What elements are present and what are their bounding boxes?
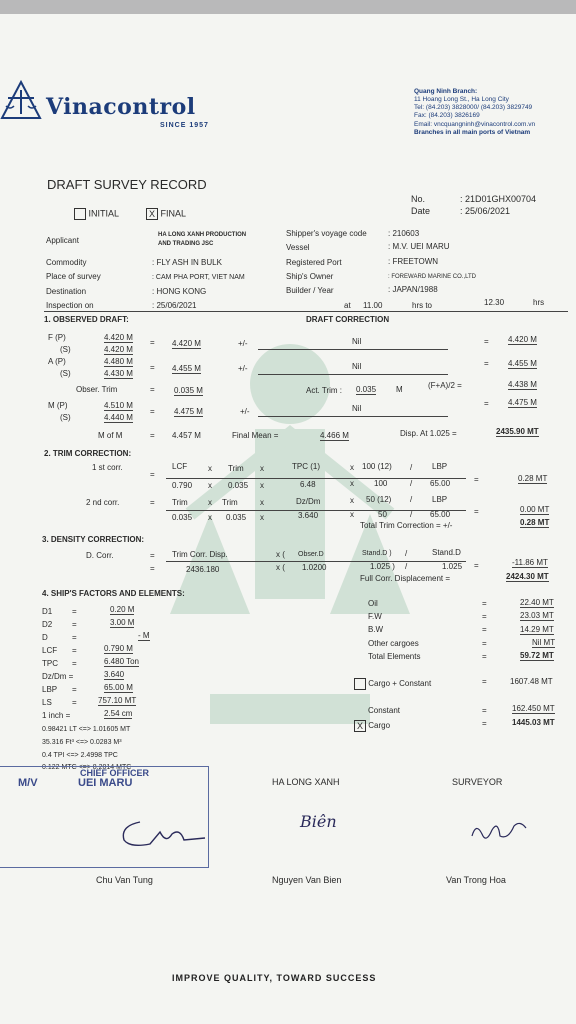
lbp-header: LBP xyxy=(432,462,448,471)
m-of-m-label: M of M xyxy=(98,431,123,440)
obs-trim-label: Obser. Trim xyxy=(76,385,118,394)
fw-value: 23.03 MT xyxy=(520,611,554,620)
total-elements-value: 59.72 MT xyxy=(520,651,554,660)
ls-value: 757.10 MT xyxy=(98,696,137,705)
m-nil: Nil xyxy=(352,404,362,413)
fs-label: (S) xyxy=(60,345,71,354)
total-trim-label: Total Trim Correction = +/- xyxy=(360,521,453,530)
oil-value: 22.40 MT xyxy=(520,598,554,607)
fa2-label: (F+A)/2 = xyxy=(428,381,462,390)
company-logo-text: Vinacontrol xyxy=(46,94,196,120)
vinacontrol-scale-icon xyxy=(0,80,42,120)
cargo-constant-value: 1607.48 MT xyxy=(510,677,553,686)
document-page: Vinacontrol SINCE 1957 Quang Ninh Branch: 11 Hoang Long St., Ha Long City Tel: (84.203) 3828000/ (84.203) 3829749 Fax: (84.203) 3826169 Email: vncquangninh@vinacontrol.com.vn Branches in all main ports of Vietnam DRAFT SURVEY RECORD No. : 21D01GHX00704 Date : 25/06/2021 INITIAL X FINAL Applicant HA LONG XANH PRODUCTION AND TRADING JSC Commodity : FLY ASH IN BULK Place of survey : CAM PHA PORT, VIET NAM Destination : HONG KONG Inspection on : 25/06/2021 Shipper's voyage code : 210603 Vessel : M.V. UEI MARU Registered Port : FREETOWN Ship's Owner : FOREWARD MARINE CO.,LTD Builder / Year : JAPAN/1988 at 11.00 hrs to 12.30 hrs 1. OBSERVED DRAFT: DRAFT CORRECTION F (P) (S) A (P) (S) 4.420 M 4.420 M 4.480 M 4.430 M = 4.420 M +/- Nil = 4.420 M = 4.455 M +/- Nil = 4.455 M Obser. Trim = 0.035 M Act. Trim : 0.035 M (F+A)/2 = 4.438 M M (P) (S) 4.510 M 4.440 M = 4.475 M +/- Nil = 4.475 M M of M = 4.457 M Final Mean = 4.466 M Disp. At 1.025 = 2435.90 MT 2. TRIM CORRECTION: 1 st corr. = LCF x Trim x TPC (1) x 100 (12) / LBP 0.790 x 0.035 x 6.48 x 100 / 65.00 = 0.28 MT 2 nd corr. = Trim x Trim x Dz/Dm x 50 (12) / LBP 0.035 x 0.035 x 3.640 x 50 / 65.00 = 0.00 MT Total Trim Correction = +/- 0.28 MT 3. DENSITY CORRECTION: D. Corr. = Trim Corr. Disp. x ( Obser.D Stand.D ) / Stand.D = 2436.180 x ( 1.0200 1.025 ) / 1.025 = -11.86 MT Full Corr. Displacement = 2424.30 MT 4. SHIP'S FACTORS AND ELEMENTS: D1 = 0.20 M D2 = 3.00 M D = - M LCF = 0.790 M TPC = 6.480 Ton Dz/Dm = 3.640 LBP = 65.00 M LS = 757.10 MT 1 inch = 2.54 cm 0.98421 LT <=> 1.01605 MT 35.316 Ft³ <=> 0.0283 M³ 0.4 TPI <=> 2.4998 TPC 0.122 MTC <=> 8.2014 MTC Oil F.W B.W Other cargoes Total Elements = = = = = 22.40 MT 23.03 MT 14.29 MT Nil MT 59.72 MT Cargo + Constant = 1607.48 MT Constant = 162.450 MT X Cargo = 1445.03 MT M/V UEI MARU CHIEF OFFICER HA LONG XANH SURVEYOR Biên Chu Van Tung Nguyen Van Bien Van Trong Hoa IMPROVE QUALITY, TOWARD SUCCESS xyxy=(0,14,576,1024)
cargo-constant-label: Cargo + Constant xyxy=(368,679,432,689)
lcf-value: 0.790 xyxy=(172,481,193,490)
builder-label: Builder / Year xyxy=(286,286,334,295)
obser-value: 1.0200 xyxy=(302,563,327,572)
trim1-value: 0.035 xyxy=(228,481,249,490)
branch-tel: Tel: (84.203) 3828000/ (84.203) 3829749 xyxy=(414,104,533,111)
bw-label: B.W xyxy=(368,625,384,634)
inspection-value: : 25/06/2021 xyxy=(152,301,197,310)
a-nil: Nil xyxy=(352,362,362,371)
place-label: Place of survey xyxy=(46,272,101,281)
inch-label: 1 inch = xyxy=(42,711,71,720)
owner-label: Ship's Owner xyxy=(286,272,334,281)
frac1-header: 100 (12) xyxy=(362,462,392,471)
applicant-value-1: HA LONG XANH PRODUCTION xyxy=(158,232,247,238)
oil-label: Oil xyxy=(368,599,378,608)
name-nguyen-van-bien: Nguyen Van Bien xyxy=(272,875,342,885)
lbp-factor-value: 65.00 M xyxy=(104,683,133,692)
ls-label: LS xyxy=(42,698,52,707)
final-checkbox[interactable] xyxy=(146,208,186,220)
act-trim-value: 0.035 xyxy=(356,385,377,394)
density-heading: 3. DENSITY CORRECTION: xyxy=(42,535,145,544)
bw-value: 14.29 MT xyxy=(520,625,554,634)
place-value: : CAM PHA PORT, VIET NAM xyxy=(152,274,245,281)
initial-label: INITIAL xyxy=(88,208,120,219)
d-value: - M xyxy=(138,631,150,640)
hrs-to-label: hrs to xyxy=(412,301,433,310)
d1-value: 0.20 M xyxy=(110,605,135,614)
constant-label: Constant xyxy=(368,706,401,715)
f-corrected: 4.420 M xyxy=(508,335,537,344)
final-mean-value: 4.466 M xyxy=(320,431,349,440)
hrs-label: hrs xyxy=(533,298,545,307)
dcorr-label: D. Corr. xyxy=(86,551,114,560)
bien-signature: Biên xyxy=(300,812,337,831)
ft-conversion: 35.316 Ft³ <=> 0.0283 M³ xyxy=(42,739,122,746)
page-title: DRAFT SURVEY RECORD xyxy=(47,177,207,192)
lcf-label: LCF xyxy=(42,646,58,655)
branch-address: 11 Hoang Long St., Ha Long City xyxy=(414,96,509,103)
ap-value: 4.480 M xyxy=(104,357,133,366)
voyage-label: Shipper's voyage code xyxy=(286,229,367,238)
tcd-value: 2436.180 xyxy=(186,565,220,574)
first-corr-result: 0.28 MT xyxy=(518,474,548,483)
draft-correction-heading: DRAFT CORRECTION xyxy=(306,315,390,324)
tpi-conversion: 0.4 TPI <=> 2.4998 TPC xyxy=(42,752,118,759)
date-label: Date xyxy=(411,206,431,216)
obs-trim-value: 0.035 M xyxy=(174,386,203,395)
fifty-value: 50 xyxy=(378,510,387,519)
dzdm-header: Dz/Dm xyxy=(296,497,321,506)
fp-label: F (P) xyxy=(48,333,66,342)
m-corrected: 4.475 M xyxy=(508,398,537,407)
cargo-value: 1445.03 MT xyxy=(512,718,555,727)
m-mean-value: 4.475 M xyxy=(174,407,203,416)
m-of-m-value: 4.457 M xyxy=(172,431,201,440)
second-corr-result: 0.00 MT xyxy=(520,505,550,514)
f-nil: Nil xyxy=(352,337,362,346)
f-mean-value: 4.420 M xyxy=(172,339,201,348)
dzdm-factor-value: 3.640 xyxy=(104,670,125,679)
branch-email: Email: vncquangninh@vinacontrol.com.vn xyxy=(414,121,536,128)
since-text: SINCE 1957 xyxy=(160,122,209,129)
density-result: -11.86 MT xyxy=(512,558,548,567)
owner-value: : FOREWARD MARINE CO.,LTD xyxy=(388,274,477,280)
tcd-label: Trim Corr. Disp. xyxy=(172,550,228,559)
lbp-value: 65.00 xyxy=(430,479,451,488)
total-elements-label: Total Elements xyxy=(368,652,421,661)
port-value: : FREETOWN xyxy=(388,257,439,266)
to-value: 12.30 xyxy=(484,298,505,307)
surveyor-label: SURVEYOR xyxy=(452,777,503,787)
constant-value: 162.450 MT xyxy=(512,704,555,713)
as-label: (S) xyxy=(60,369,71,378)
trim-heading: 2. TRIM CORRECTION: xyxy=(44,449,132,458)
no-label: No. xyxy=(411,194,426,204)
cargo-label: Cargo xyxy=(368,721,391,731)
cargo-check-mark: X xyxy=(354,720,366,732)
final-mean-label: Final Mean = xyxy=(232,431,279,440)
port-label: Registered Port xyxy=(286,258,342,267)
name-chu-van-tung: Chu Van Tung xyxy=(96,875,153,885)
f-plusminus: +/- xyxy=(238,339,248,348)
trim-b-header: Trim xyxy=(222,498,238,507)
branch-ports: Branches in all main ports of Vietnam xyxy=(414,129,531,136)
at-label: at xyxy=(344,301,351,310)
party2-label: HA LONG XANH xyxy=(272,777,340,787)
m-plusminus: +/- xyxy=(240,407,250,416)
disp-label: Disp. At 1.025 = xyxy=(400,429,457,438)
chief-officer-signature-icon xyxy=(110,814,210,854)
voyage-value: : 210603 xyxy=(388,229,420,238)
a-plusminus: +/- xyxy=(238,364,248,373)
disp-value: 2435.90 MT xyxy=(496,427,539,436)
tpc-factor-value: 6.480 Ton xyxy=(104,657,139,666)
stand2-label: Stand.D xyxy=(432,548,461,557)
mv-label: M/V xyxy=(18,777,38,789)
vessel-value: : M.V. UEI MARU xyxy=(388,242,450,251)
surveyor-signature-icon xyxy=(464,816,534,852)
initial-checkbox[interactable] xyxy=(74,208,119,220)
fw-label: F.W xyxy=(368,612,382,621)
date-value: : 25/06/2021 xyxy=(460,206,511,216)
d1-label: D1 xyxy=(42,607,53,616)
divider xyxy=(44,311,568,312)
mtc-conversion: 0.122 MTC <=> 8.2014 MTC xyxy=(42,764,132,771)
obser-label: Obser.D xyxy=(298,551,324,558)
full-corr-value: 2424.30 MT xyxy=(506,572,549,581)
commodity-label: Commodity xyxy=(46,258,87,267)
tpc-label: TPC xyxy=(42,659,58,668)
other-value: Nil MT xyxy=(532,638,556,647)
lbp-label: LBP xyxy=(42,685,58,694)
t2b-value: 0.035 xyxy=(226,513,247,522)
observed-heading: 1. OBSERVED DRAFT: xyxy=(44,315,129,324)
branch-title: Quang Ninh Branch: xyxy=(414,88,478,95)
fa2-value: 4.438 M xyxy=(508,380,537,389)
trim-a-header: Trim xyxy=(172,498,188,507)
stand-label: Stand.D ) xyxy=(362,550,392,557)
footer-slogan: IMPROVE QUALITY, TOWARD SUCCESS xyxy=(172,973,377,983)
branch-fax: Fax: (84.203) 3826169 xyxy=(414,112,480,119)
no-value: : 21D01GHX00704 xyxy=(460,194,537,204)
t2a-value: 0.035 xyxy=(172,513,193,522)
act-trim-unit: M xyxy=(396,385,403,394)
final-label: FINAL xyxy=(160,208,187,219)
name-van-trong-hoa: Van Trong Hoa xyxy=(446,875,506,885)
dzdm-value: 3.640 xyxy=(298,511,319,520)
lt-conversion: 0.98421 LT <=> 1.01605 MT xyxy=(42,726,131,733)
total-trim-value: 0.28 MT xyxy=(520,518,550,527)
lbp-header-2: LBP xyxy=(432,495,448,504)
mp-value: 4.510 M xyxy=(104,401,133,410)
lcf-factor-value: 0.790 M xyxy=(104,644,133,653)
frac2-header: 50 (12) xyxy=(366,495,392,504)
cargo-constant-checkbox[interactable] xyxy=(354,678,431,690)
second-corr-label: 2 nd corr. xyxy=(86,498,120,507)
d2-value: 3.00 M xyxy=(110,618,135,627)
act-trim-label: Act. Trim : xyxy=(306,386,342,395)
final-check-mark: X xyxy=(146,208,158,220)
as-value: 4.430 M xyxy=(104,369,133,378)
a-mean-value: 4.455 M xyxy=(172,364,201,373)
commodity-value: : FLY ASH IN BULK xyxy=(152,258,222,267)
d-label: D xyxy=(42,633,48,642)
hundred-value: 100 xyxy=(374,479,388,488)
destination-label: Destination xyxy=(46,287,87,296)
cargo-checkbox[interactable] xyxy=(354,720,390,732)
mp-label: M (P) xyxy=(48,401,68,410)
vessel-label: Vessel xyxy=(286,243,310,252)
at-value: 11.00 xyxy=(363,301,383,310)
trim-header: Trim xyxy=(228,464,244,473)
tpc-header: TPC (1) xyxy=(292,462,320,471)
dzdm-label: Dz/Dm = xyxy=(42,672,74,681)
stand-value: 1.025 ) xyxy=(370,562,395,571)
chief-officer-label: CHIEF OFFICER xyxy=(80,768,149,778)
factors-heading: 4. SHIP'S FACTORS AND ELEMENTS: xyxy=(42,589,185,598)
inch-value: 2.54 cm xyxy=(104,709,133,718)
lcf-header: LCF xyxy=(172,462,188,471)
applicant-label: Applicant xyxy=(46,236,79,245)
applicant-value-2: AND TRADING JSC xyxy=(158,241,214,247)
lbp2-value: 65.00 xyxy=(430,510,451,519)
ms-value: 4.440 M xyxy=(104,413,133,422)
first-corr-label: 1 st corr. xyxy=(92,463,123,472)
fs-value: 4.420 M xyxy=(104,345,133,354)
destination-value: : HONG KONG xyxy=(152,287,207,296)
other-label: Other cargoes xyxy=(368,639,419,648)
builder-value: : JAPAN/1988 xyxy=(388,285,438,294)
stand2-value: 1.025 xyxy=(442,562,463,571)
inspection-label: Inspection on xyxy=(46,301,94,310)
ap-label: A (P) xyxy=(48,357,66,366)
vessel-name-stamp: UEI MARU xyxy=(78,777,133,789)
tpc-value: 6.48 xyxy=(300,480,316,489)
full-corr-label: Full Corr. Displacement = xyxy=(360,574,451,583)
fp-value: 4.420 M xyxy=(104,333,133,342)
d2-label: D2 xyxy=(42,620,53,629)
ms-label: (S) xyxy=(60,413,71,422)
a-corrected: 4.455 M xyxy=(508,359,537,368)
